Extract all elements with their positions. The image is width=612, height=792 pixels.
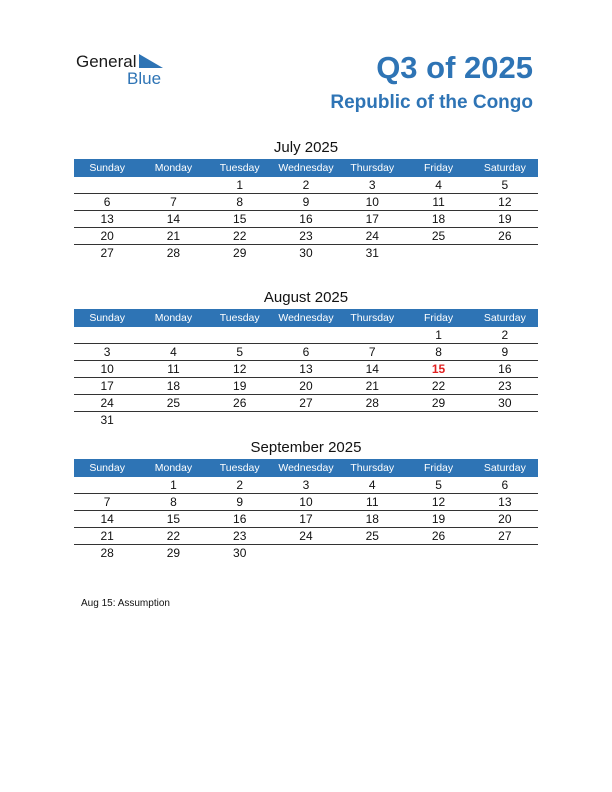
empty-day-cell [273, 327, 339, 344]
day-cell: 18 [405, 211, 471, 228]
day-cell: 20 [472, 511, 538, 528]
day-cell: 27 [100, 246, 114, 260]
day-cell: 26 [207, 395, 273, 412]
empty-day-cell [273, 412, 339, 429]
day-cell: 19 [207, 378, 273, 395]
month-august [74, 287, 538, 428]
day-cell: 25 [339, 528, 405, 545]
weekday-header: Wednesday [273, 159, 339, 177]
empty-day-cell [472, 545, 538, 562]
week-row [74, 395, 538, 412]
empty-day-cell [405, 545, 471, 562]
day-cell: 31 [100, 413, 114, 427]
day-cell: 12 [207, 361, 273, 378]
day-cell: 1 [207, 177, 273, 194]
day-cell: 24 [74, 395, 140, 412]
day-cell: 3 [74, 344, 140, 361]
page-subtitle: Republic of the Congo [330, 92, 533, 113]
day-cell: 4 [339, 477, 405, 494]
day-cell: 4 [140, 344, 206, 361]
day-cell: 11 [339, 494, 405, 511]
day-cell: 7 [74, 494, 140, 511]
logo-blue-text: Blue [127, 69, 162, 88]
week-row [74, 194, 538, 211]
weekday-header: Thursday [339, 159, 405, 177]
day-cell: 15 [207, 211, 273, 228]
week-row [74, 528, 538, 545]
day-cell: 11 [140, 361, 206, 378]
day-cell: 7 [339, 344, 405, 361]
empty-day-cell [74, 177, 140, 194]
day-cell: 17 [74, 378, 140, 395]
week-row [74, 378, 538, 395]
day-cell: 8 [207, 194, 273, 211]
day-cell: 5 [207, 344, 273, 361]
day-cell: 10 [273, 494, 339, 511]
day-cell: 1 [140, 477, 206, 494]
weekday-header-row [74, 159, 538, 177]
day-cell: 23 [207, 528, 273, 545]
logo-flag-icon [139, 54, 163, 68]
weekday-header: Wednesday [273, 459, 339, 477]
day-cell: 28 [166, 246, 181, 260]
day-cell: 21 [339, 378, 405, 395]
logo-general-text: General [76, 52, 137, 71]
empty-day-cell [207, 412, 273, 429]
day-cell: 29 [166, 546, 181, 560]
day-cell: 22 [405, 378, 471, 395]
month-title: September 2025 [250, 439, 362, 456]
weekday-header: Monday [140, 309, 206, 327]
day-cell: 9 [472, 344, 538, 361]
day-cell: 12 [405, 494, 471, 511]
week-row [74, 494, 538, 511]
day-cell: 5 [472, 177, 538, 194]
empty-day-cell [339, 327, 405, 344]
weekday-header-row [74, 459, 538, 477]
weekday-header-row [74, 309, 538, 327]
day-cell: 16 [273, 211, 339, 228]
day-cell: 13 [273, 361, 339, 378]
empty-day-cell [140, 327, 206, 344]
empty-day-cell [405, 245, 471, 262]
day-cell: 17 [339, 211, 405, 228]
empty-day-cell [405, 412, 471, 429]
day-cell: 6 [74, 194, 140, 211]
day-cell: 30 [233, 546, 247, 560]
empty-day-cell [74, 477, 140, 494]
calendar-grid [74, 159, 538, 261]
day-cell: 9 [273, 194, 339, 211]
week-row [74, 412, 538, 429]
weekday-header: Friday [405, 309, 471, 327]
week-row [74, 511, 538, 528]
day-cell: 16 [207, 511, 273, 528]
day-cell: 26 [405, 528, 471, 545]
week-row [74, 228, 538, 245]
logo [76, 52, 176, 88]
day-cell: 15 [140, 511, 206, 528]
day-cell: 3 [273, 477, 339, 494]
day-cell: 1 [405, 327, 471, 344]
week-row [74, 545, 538, 562]
day-cell: 22 [207, 228, 273, 245]
day-cell: 14 [339, 361, 405, 378]
day-cell: 18 [140, 378, 206, 395]
day-cell: 19 [405, 511, 471, 528]
day-cell: 14 [140, 211, 206, 228]
day-cell: 8 [140, 494, 206, 511]
weekday-header: Sunday [74, 459, 140, 477]
day-cell: 30 [472, 395, 538, 412]
empty-day-cell [339, 412, 405, 429]
weekday-header: Saturday [472, 459, 538, 477]
day-cell: 24 [339, 228, 405, 245]
month-july [74, 137, 538, 261]
weekday-header: Sunday [74, 309, 140, 327]
week-row [74, 361, 538, 378]
day-cell: 22 [140, 528, 206, 545]
day-cell: 20 [74, 228, 140, 245]
day-cell: 2 [273, 177, 339, 194]
day-cell: 12 [472, 194, 538, 211]
day-cell: 23 [273, 228, 339, 245]
day-cell: 14 [74, 511, 140, 528]
day-cell: 13 [472, 494, 538, 511]
day-cell: 19 [472, 211, 538, 228]
day-cell: 6 [273, 344, 339, 361]
day-cell: 28 [339, 395, 405, 412]
day-cell: 25 [140, 395, 206, 412]
day-cell: 20 [273, 378, 339, 395]
week-row [74, 477, 538, 494]
day-cell: 9 [207, 494, 273, 511]
weekday-header: Friday [405, 459, 471, 477]
day-cell: 29 [233, 246, 247, 260]
day-cell: 30 [299, 246, 313, 260]
month-september [74, 437, 538, 561]
weekday-header: Tuesday [207, 309, 273, 327]
day-cell: 27 [273, 395, 339, 412]
calendar-grid [74, 309, 538, 428]
empty-day-cell [472, 412, 538, 429]
empty-day-cell [140, 177, 206, 194]
day-cell: 7 [140, 194, 206, 211]
week-row [74, 327, 538, 344]
day-cell: 4 [405, 177, 471, 194]
day-cell: 27 [472, 528, 538, 545]
holiday-note: Aug 15: Assumption [81, 598, 170, 609]
day-cell: 2 [472, 327, 538, 344]
day-cell: 5 [405, 477, 471, 494]
week-row [74, 245, 538, 262]
day-cell: 24 [273, 528, 339, 545]
day-cell: 3 [339, 177, 405, 194]
weekday-header: Thursday [339, 309, 405, 327]
calendar-grid [74, 459, 538, 561]
day-cell: 25 [405, 228, 471, 245]
weekday-header: Saturday [472, 159, 538, 177]
empty-day-cell [339, 545, 405, 562]
day-cell: 16 [472, 361, 538, 378]
month-title: August 2025 [263, 289, 349, 306]
week-row [74, 344, 538, 361]
empty-day-cell [207, 327, 273, 344]
day-cell: 28 [100, 546, 114, 560]
day-cell: 21 [140, 228, 206, 245]
weekday-header: Sunday [74, 159, 140, 177]
week-row [74, 177, 538, 194]
weekday-header: Tuesday [207, 159, 273, 177]
weekday-header: Wednesday [273, 309, 339, 327]
weekday-header: Friday [405, 159, 471, 177]
day-cell: 18 [339, 511, 405, 528]
day-cell: 17 [273, 511, 339, 528]
day-cell: 6 [472, 477, 538, 494]
day-cell: 8 [405, 344, 471, 361]
weekday-header: Monday [140, 159, 206, 177]
empty-day-cell [273, 545, 339, 562]
week-row [74, 211, 538, 228]
day-cell: 10 [74, 361, 140, 378]
empty-day-cell [74, 327, 140, 344]
month-title: July 2025 [273, 139, 339, 156]
day-cell: 21 [74, 528, 140, 545]
weekday-header: Thursday [339, 459, 405, 477]
day-cell: 13 [74, 211, 140, 228]
weekday-header: Saturday [472, 309, 538, 327]
page-title: Q3 of 2025 [376, 50, 533, 85]
day-cell: 31 [365, 246, 379, 260]
empty-day-cell [472, 245, 538, 262]
day-cell: 11 [405, 194, 471, 211]
day-cell: 26 [472, 228, 538, 245]
day-cell: 29 [405, 395, 471, 412]
day-cell: 10 [339, 194, 405, 211]
weekday-header: Monday [140, 459, 206, 477]
holiday-day-cell: 15 [405, 361, 471, 378]
day-cell: 2 [207, 477, 273, 494]
empty-day-cell [140, 412, 206, 429]
weekday-header: Tuesday [207, 459, 273, 477]
day-cell: 23 [472, 378, 538, 395]
